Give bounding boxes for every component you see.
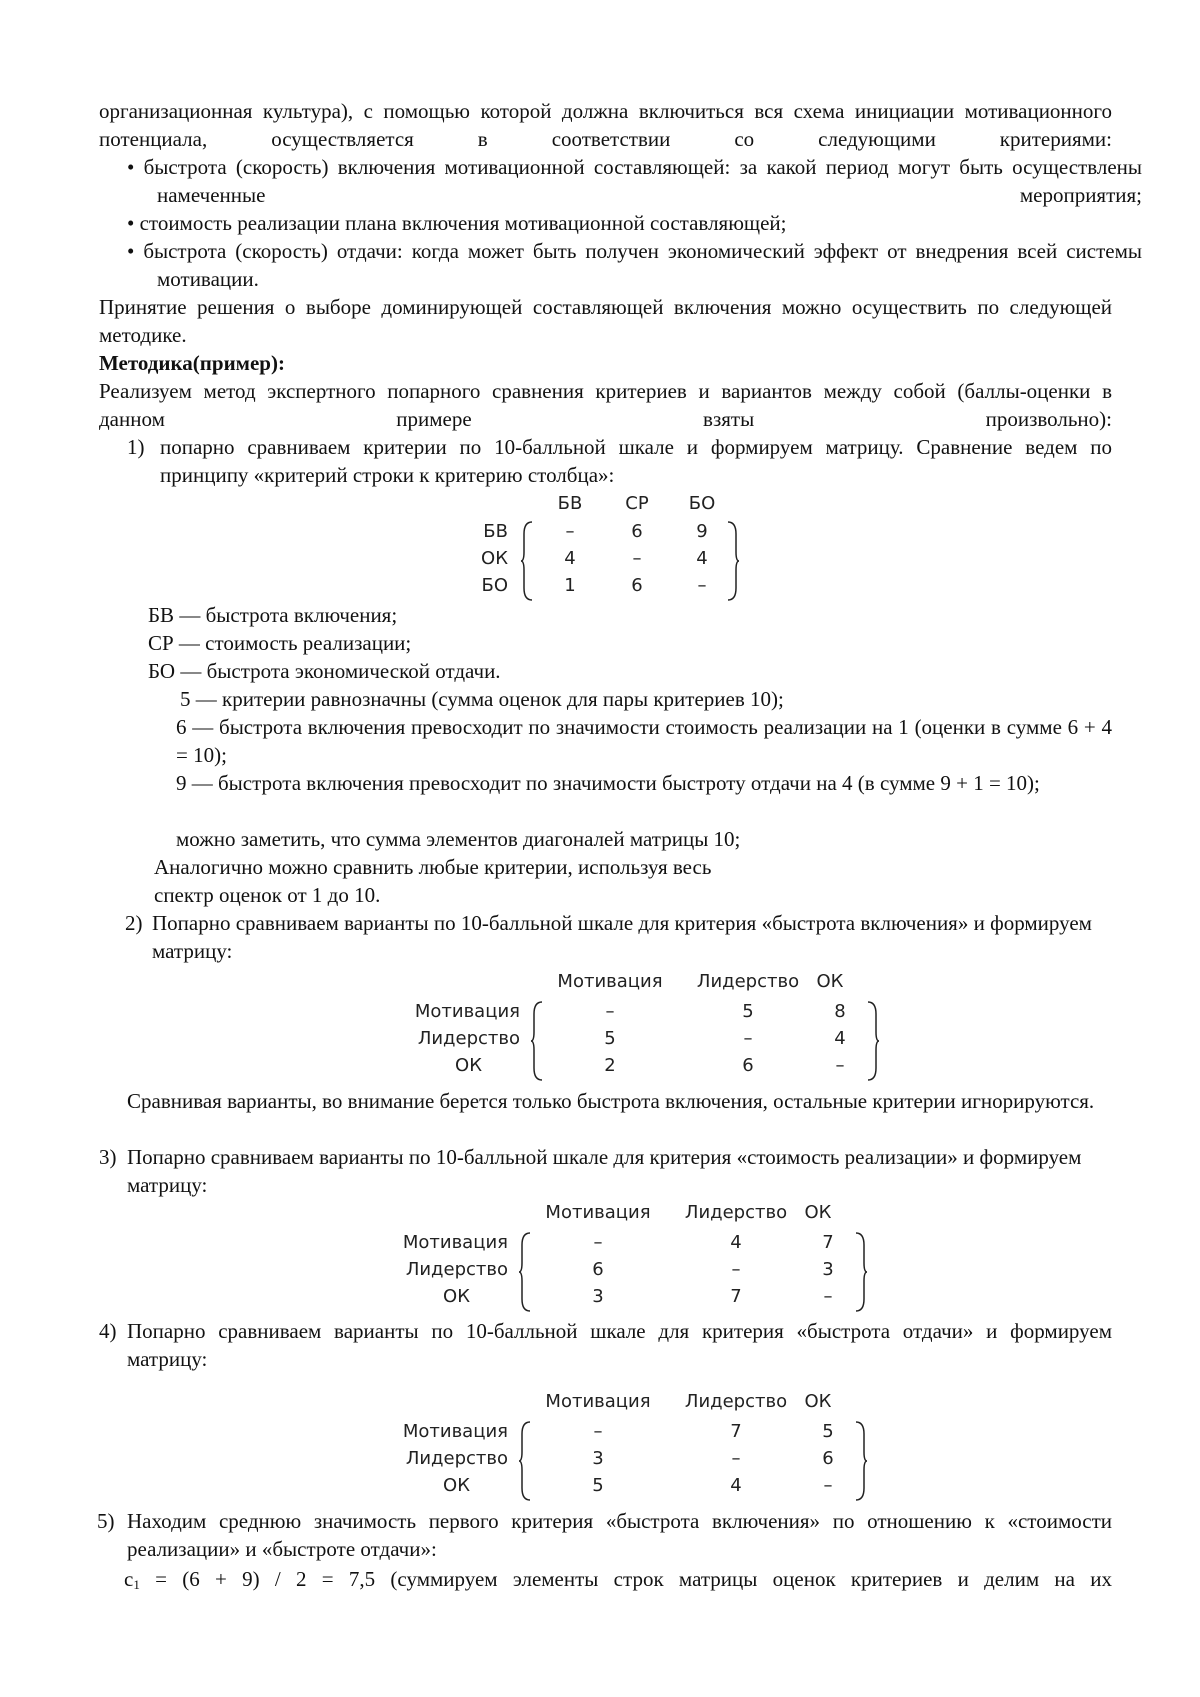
matrix-cell: – [605,1001,615,1022]
matrix-cell: 6 [742,1055,754,1076]
matrix-cell: 4 [730,1232,742,1253]
matrix-col-header: Лидерство [684,1391,788,1412]
step-2-text: Попарно сравниваем варианты по 10-балльной шкале для критерия «быстрота включения» и формируем матрицу: [152,911,1092,963]
legend-bv: БВ — быстрота включения; [148,603,398,627]
matrix-row-label: Мотивация [402,1232,508,1253]
intro-paragraph: организационная культура), с помощью которой должна включиться вся схема инициации мотивационного потенциала, осуществляется в соответствии со следующими критериями: [99,99,1112,151]
matrix-cell: 5 [822,1421,834,1442]
matrix-cell: 7 [730,1286,742,1307]
matrix-row-label: ОК [481,548,508,569]
matrix-cell: 3 [592,1448,604,1469]
matrix-cell: – [632,548,642,569]
bullet-cost: • стоимость реализации плана включения мотивационной составляющей; [127,211,787,235]
matrix-col-header: Мотивация [545,1202,651,1223]
matrix-row-label: Лидерство [405,1448,508,1469]
left-brace [518,1231,532,1313]
matrix-cell: 1 [564,575,576,596]
right-brace [854,1420,868,1502]
left-brace [518,1420,532,1502]
matrix-cell: 4 [834,1028,846,1049]
matrix-cell: 5 [604,1028,616,1049]
right-brace [726,520,740,602]
matrix-row-label: Лидерство [417,1028,520,1049]
step-1-text: попарно сравниваем критерии по 10-балльной шкале и формируем матрицу. Сравнение ведем по принципу «критерий строки к критерию столбца»: [160,435,1112,487]
matrix-cell: – [835,1055,845,1076]
matrix-cell: 3 [592,1286,604,1307]
matrix-cell: 7 [822,1232,834,1253]
matrix-row-label: Мотивация [414,1001,520,1022]
compare-note: Сравнивая варианты, во внимание берется только быстрота включения, остальные критерии игнорируются. [127,1089,1095,1113]
matrix-row-label: Лидерство [405,1259,508,1280]
matrix-cell: – [593,1421,603,1442]
step-3-text: Попарно сравниваем варианты по 10-балльной шкале для критерия «стоимость реализации» и формируем матрицу: [127,1145,1082,1197]
matrix-col-header: ОК [804,1202,832,1223]
method-intro: Реализуем метод экспертного попарного сравнения критериев и вариантов между собой (баллы-оценки в данном примере взяты произвольно): [99,379,1112,431]
note-9: 9 — быстрота включения превосходит по значимости быстроту отдачи на 4 (в сумме 9 + 1 = 10); [176,771,1040,795]
matrix-speed-of-inclusion [410,968,880,1080]
decision-paragraph: Принятие решения о выборе доминирующей составляющей включения можно осуществить по следующей методике. [99,295,1112,347]
matrix-cell: 6 [822,1448,834,1469]
note-diagonal: можно заметить, что сумма элементов диагоналей матрицы 10; [176,827,741,851]
matrix-cell: 2 [604,1055,616,1076]
matrix-cell: 3 [822,1259,834,1280]
note-6: 6 — быстрота включения превосходит по значимости стоимость реализации на 1 (оценки в сумме 6 + 4 = 10); [176,715,1112,767]
analog-line-1: Аналогично можно сравнить любые критерии, используя весь [154,855,712,879]
bullet-speed-of-inclusion: • быстрота (скорость) включения мотивационной составляющей: за какой период могут быть осуществлены намеченные мероприятия; [127,155,1142,207]
matrix-cell: – [823,1286,833,1307]
matrix-col-header: ОК [816,971,844,992]
matrix-cell: – [697,575,707,596]
step-4-number: 4) [99,1319,117,1343]
legend-sr: СР — стоимость реализации; [148,631,412,655]
step-2-number: 2) [125,911,143,935]
matrix-cell: – [731,1259,741,1280]
legend-bo: БО — быстрота экономической отдачи. [148,659,501,683]
matrix-col-header: ОК [804,1391,832,1412]
matrix-cost [398,1199,868,1311]
right-brace [854,1231,868,1313]
matrix-cell: – [731,1448,741,1469]
matrix-row-label: ОК [443,1475,470,1496]
method-heading: Методика(пример): [99,351,285,375]
step-4-text: Попарно сравниваем варианты по 10-балльной шкале для критерия «быстрота отдачи» и формируем матрицу: [127,1319,1112,1371]
matrix-cell: – [593,1232,603,1253]
matrix-cell: 4 [730,1475,742,1496]
matrix-row-label: ОК [443,1286,470,1307]
matrix-cell: 5 [592,1475,604,1496]
note-5: 5 — критерии равнозначны (сумма оценок для пары критериев 10); [180,687,784,711]
matrix-cell: – [565,521,575,542]
matrix-col-header: Мотивация [557,971,663,992]
step-3-number: 3) [99,1145,117,1169]
analog-line-2: спектр оценок от 1 до 10. [154,883,381,907]
matrix-cell: 5 [742,1001,754,1022]
step-5-number: 5) [97,1509,115,1533]
matrix-col-header: СР [625,493,649,514]
right-brace [866,1000,880,1082]
matrix-row-label: Мотивация [402,1421,508,1442]
matrix-col-header: БВ [557,493,583,514]
matrix-col-header: БО [688,493,716,514]
bullet-payback-speed: • быстрота (скорость) отдачи: когда может быть получен экономический эффект от внедрения всей системы мотивации. [127,239,1142,291]
matrix-row-label: ОК [455,1055,482,1076]
matrix-col-header: Лидерство [696,971,800,992]
criteria-matrix [470,490,740,600]
matrix-cell: 7 [730,1421,742,1442]
matrix-row-label: БВ [483,521,508,542]
step-1-number: 1) [127,435,145,459]
formula-line: $c_1 = (6 + 9) / 2 = 7,5$ (суммируем элементы строк матрицы оценок критериев и делим на их [124,1567,1112,1592]
matrix-payback-speed [398,1388,868,1500]
matrix-cell: 4 [696,548,708,569]
matrix-col-header: Мотивация [545,1391,651,1412]
left-brace [520,520,534,602]
matrix-cell: 8 [834,1001,846,1022]
matrix-row-label: БО [481,575,508,596]
matrix-cell: 9 [696,521,708,542]
matrix-cell: – [823,1475,833,1496]
step-5-text: Находим среднюю значимость первого критерия «быстрота включения» по отношению к «стоимости реализации» и «быстроте отдачи»: [127,1509,1112,1561]
matrix-cell: 6 [592,1259,604,1280]
left-brace [530,1000,544,1082]
matrix-cell: 6 [631,521,643,542]
matrix-col-header: Лидерство [684,1202,788,1223]
matrix-cell: – [743,1028,753,1049]
matrix-cell: 6 [631,575,643,596]
matrix-cell: 4 [564,548,576,569]
